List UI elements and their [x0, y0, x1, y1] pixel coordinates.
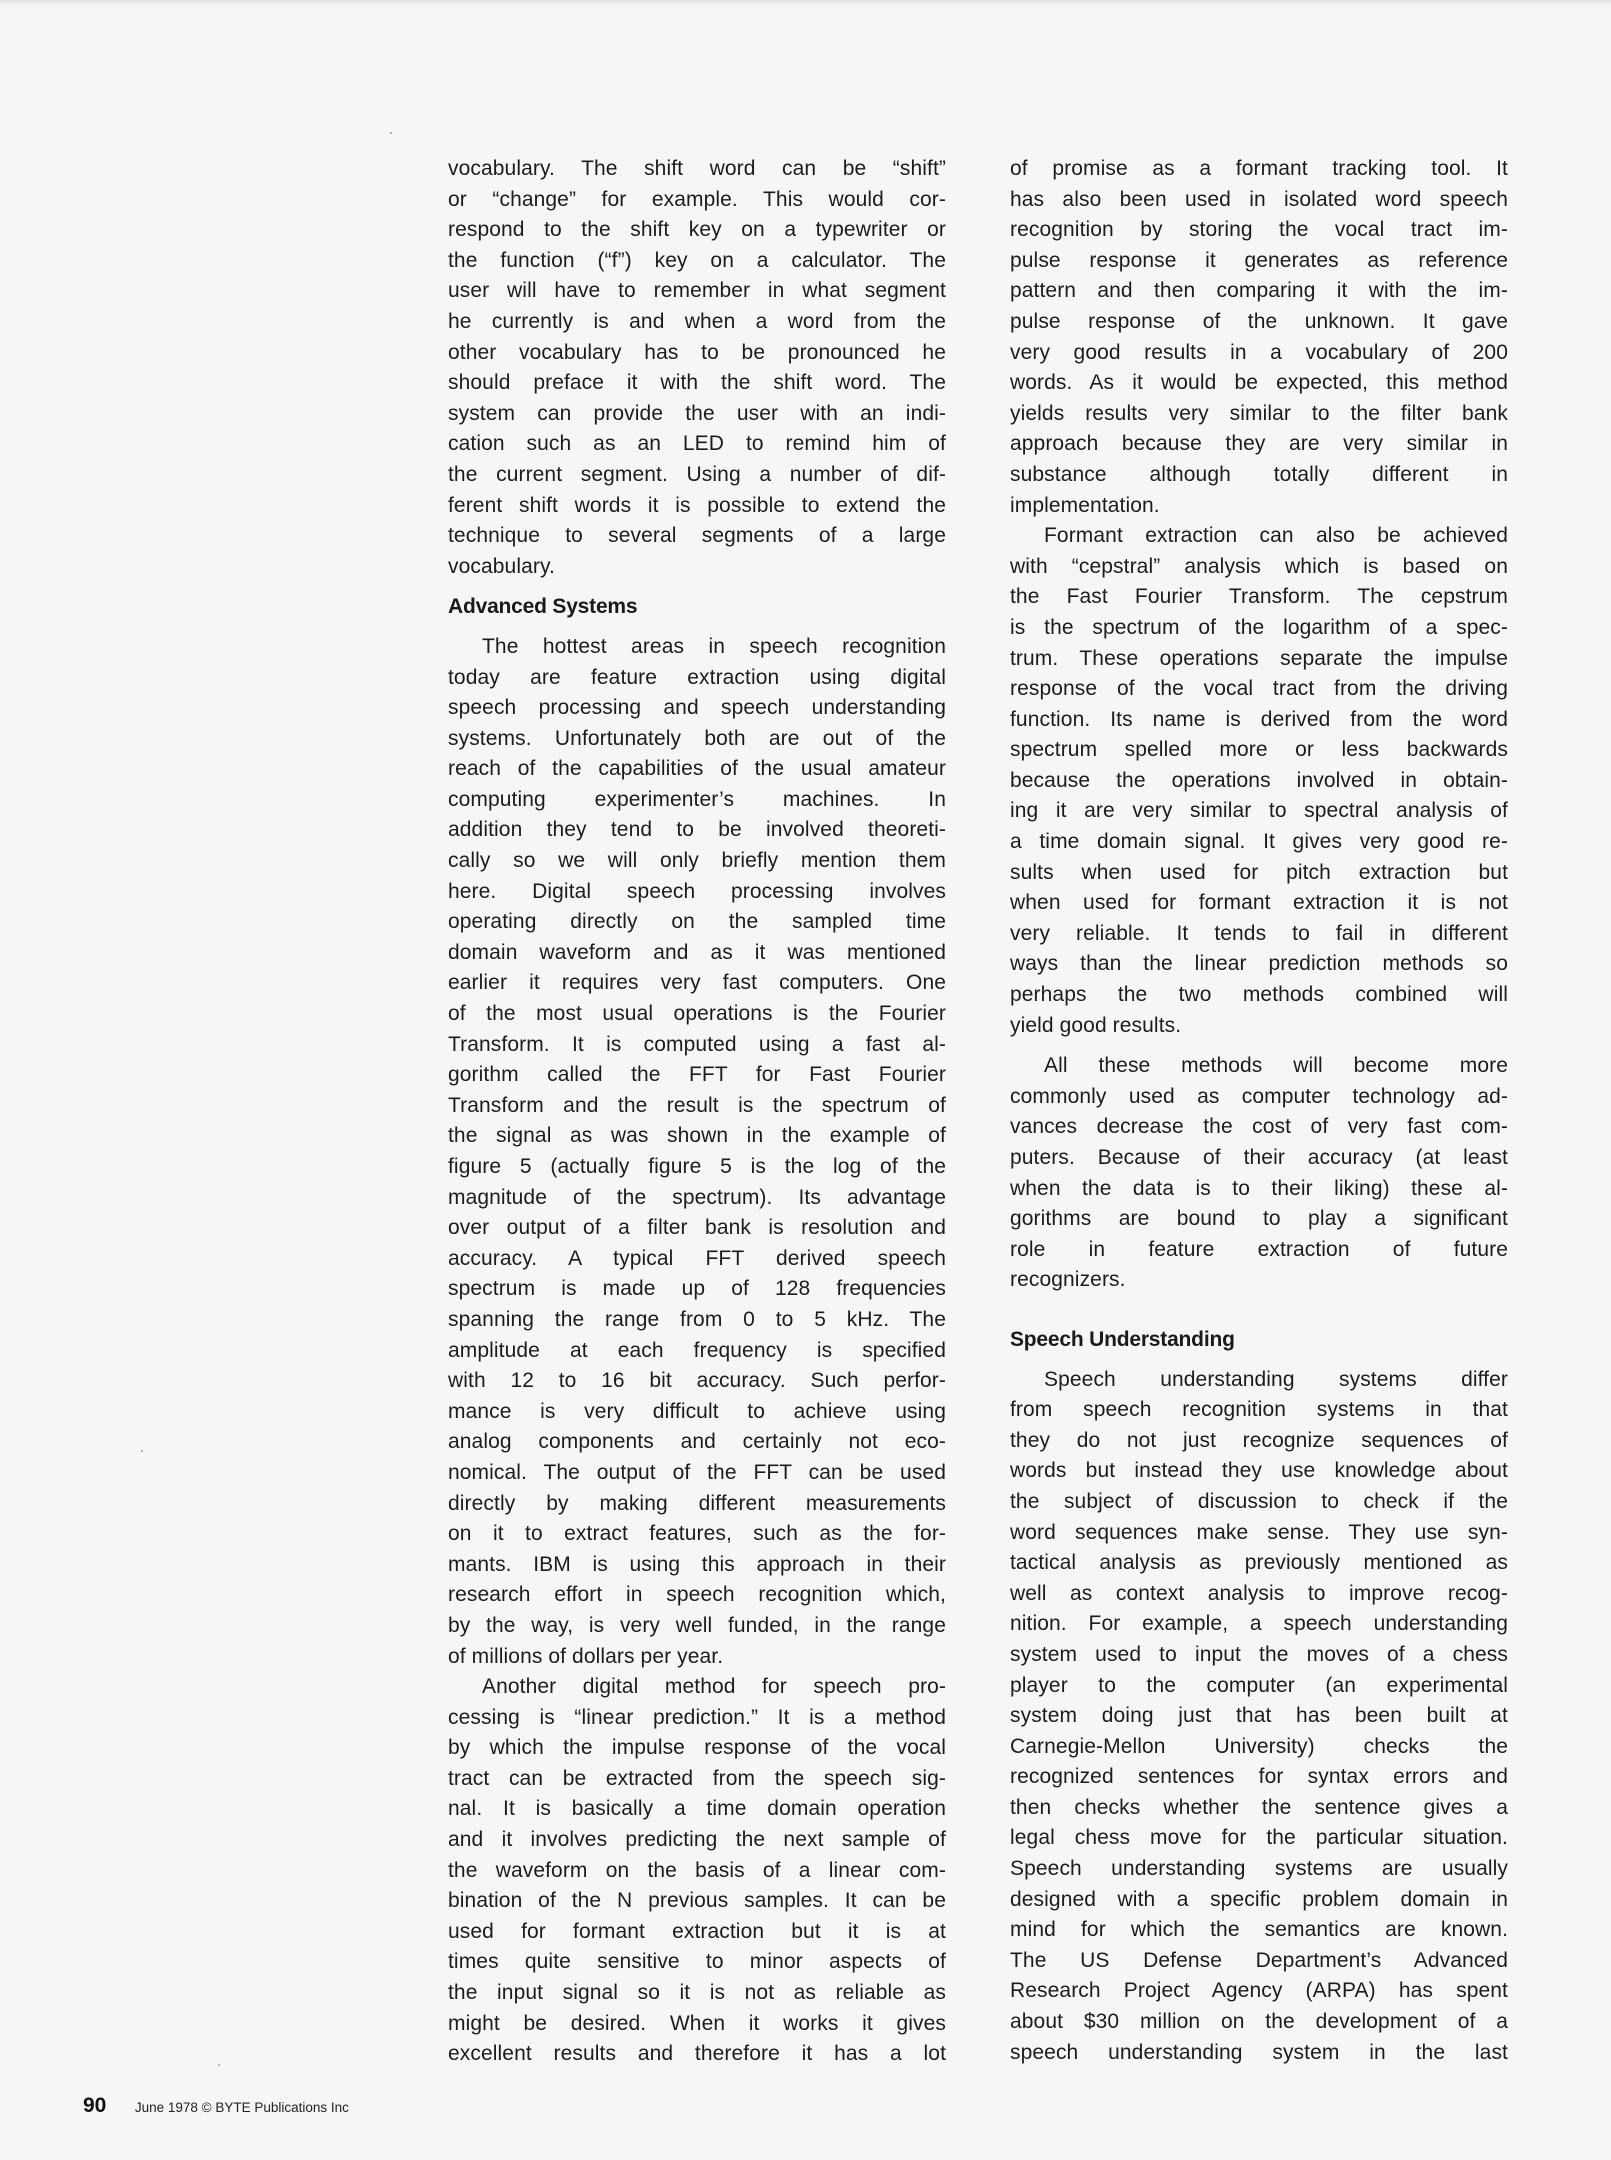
text-line: very good results in a vocabulary of 200 — [1010, 340, 1508, 364]
text-line: from speech recognition systems in that — [1010, 1398, 1508, 1422]
text-line: about $30 million on the development of a — [1010, 2010, 1508, 2034]
text-line: ferent shift words it is possible to extend the — [448, 493, 946, 517]
text-line: mants. IBM is using this approach in their — [448, 1552, 946, 1576]
text-line: used for formant extraction but it is at — [448, 1919, 946, 1943]
text-line: magnitude of the spectrum). Its advantage — [448, 1185, 946, 1209]
text-line: computing experimenter’s machines. In — [448, 787, 946, 811]
text-line: implementation. — [1010, 493, 1160, 517]
text-line: addition they tend to be involved theoreti- — [448, 818, 946, 842]
right-column — [1010, 154, 1508, 2068]
text-line: today are feature extraction using digital — [448, 665, 946, 689]
text-line: cessing is “linear prediction.” It is a method — [448, 1705, 946, 1729]
text-line: nomical. The output of the FFT can be used — [448, 1460, 946, 1484]
paragraph-future-methods — [1010, 1051, 1508, 1296]
text-line: might be desired. When it works it gives — [448, 2011, 946, 2035]
text-line: recognition by storing the vocal tract im- — [1010, 218, 1508, 242]
text-line: recognizers. — [1010, 1268, 1126, 1292]
text-line: with “cepstral” analysis which is based on — [1010, 554, 1508, 578]
text-line: player to the computer (an experimental — [1010, 1673, 1508, 1697]
text-line: the function (“f”) key on a calculator. The — [448, 248, 946, 272]
text-line: Transform. It is computed using a fast al- — [448, 1032, 946, 1056]
text-line: on it to extract features, such as the for- — [448, 1522, 946, 1546]
text-line: here. Digital speech processing involves — [448, 879, 946, 903]
text-line: yield good results. — [1010, 1013, 1182, 1037]
text-line: Formant extraction can also be achieved — [1044, 524, 1508, 548]
text-line: system used to input the moves of a chess — [1010, 1642, 1508, 1666]
text-line: of the most usual operations is the Fourier — [448, 1002, 946, 1026]
text-line: substance although totally different in — [1010, 462, 1508, 486]
text-line: mance is very difficult to achieve using — [448, 1399, 946, 1423]
text-line: Speech understanding systems differ — [1044, 1367, 1508, 1391]
text-line: speech understanding system in the last — [1010, 2040, 1508, 2064]
text-line: has also been used in isolated word speech — [1010, 187, 1508, 211]
text-line: system doing just that has been built at — [1010, 1704, 1508, 1728]
text-line: a time domain signal. It gives very good re- — [1010, 830, 1508, 854]
text-line: the signal as was shown in the example of — [448, 1124, 946, 1148]
text-line: The US Defense Department’s Advanced — [1010, 1948, 1508, 1972]
text-line: excellent results and therefore it has a lot — [448, 2042, 946, 2066]
text-line: research effort in speech recognition which, — [448, 1583, 946, 1607]
text-line: by which the impulse response of the vocal — [448, 1736, 946, 1760]
text-line: tactical analysis as previously mentioned as — [1010, 1551, 1508, 1575]
text-line: function. Its name is derived from the word — [1010, 707, 1508, 731]
text-line: the current segment. Using a number of dif- — [448, 462, 946, 486]
text-line: trum. These operations separate the impulse — [1010, 646, 1508, 670]
text-line: with 12 to 16 bit accuracy. Such perfor- — [448, 1369, 946, 1393]
paragraph-linear-prediction — [448, 1672, 946, 2070]
paragraph-cepstral — [1010, 521, 1508, 1041]
paragraph-shift-word — [448, 154, 946, 582]
text-line: domain waveform and as it was mentioned — [448, 940, 946, 964]
text-line: vocabulary. — [448, 554, 555, 578]
heading-speech-understanding: Speech Understanding — [1010, 1327, 1235, 1351]
text-line: very reliable. It tends to fail in different — [1010, 921, 1508, 945]
text-line: bination of the N previous samples. It can be — [448, 1889, 946, 1913]
text-line: mind for which the semantics are known. — [1010, 1918, 1508, 1942]
text-line: puters. Because of their accuracy (at least — [1010, 1146, 1508, 1169]
text-line: because the operations involved in obtain- — [1010, 768, 1508, 792]
spacer — [1010, 1356, 1508, 1365]
text-line: gorithm called the FFT for Fast Fourier — [448, 1063, 946, 1087]
text-line: response of the vocal tract from the driving — [1010, 677, 1508, 701]
text-line: accuracy. A typical FFT derived speech — [448, 1246, 946, 1270]
text-line: ing it are very similar to spectral analysis of — [1010, 799, 1508, 823]
text-line: speech processing and speech understanding — [448, 696, 946, 720]
page-top-edge — [0, 0, 1611, 6]
text-line: amplitude at each frequency is specified — [448, 1338, 946, 1362]
text-line: words. As it would be expected, this method — [1010, 371, 1508, 395]
text-line: and it involves predicting the next sample of — [448, 1828, 946, 1852]
spacer — [448, 623, 946, 632]
text-line: legal chess move for the particular situation. — [1010, 1826, 1508, 1850]
text-line: perhaps the two methods combined will — [1010, 983, 1508, 1007]
text-line: vocabulary. The shift word can be “shift” — [448, 157, 946, 180]
text-line: nition. For example, a speech understanding — [1010, 1612, 1508, 1636]
heading-advanced-systems: Advanced Systems — [448, 595, 638, 619]
paragraph-formant-tracking — [1010, 154, 1508, 521]
text-line: spectrum spelled more or less backwards — [1010, 738, 1508, 762]
text-line: the waveform on the basis of a linear com- — [448, 1858, 946, 1882]
text-line: Speech understanding systems are usually — [1010, 1857, 1508, 1881]
text-line: when the data is to their liking) these al- — [1010, 1176, 1508, 1200]
text-line: pulse response it generates as reference — [1010, 248, 1508, 272]
text-line: user will have to remember in what segment — [448, 279, 946, 303]
text-line: operating directly on the sampled time — [448, 910, 946, 934]
paragraph-advanced-systems — [448, 632, 946, 1672]
text-line: over output of a filter bank is resolution and — [448, 1216, 946, 1240]
text-line: they do not just recognize sequences of — [1010, 1428, 1508, 1452]
scan-speck — [390, 132, 392, 134]
text-line: pulse response of the unknown. It gave — [1010, 309, 1508, 333]
spacer — [1010, 1296, 1508, 1325]
scan-speck — [141, 1450, 143, 1452]
text-line: he currently is and when a word from the — [448, 309, 946, 333]
text-line: The hottest areas in speech recognition — [482, 634, 946, 658]
spacer — [1010, 1041, 1508, 1051]
text-line: ways than the linear prediction methods so — [1010, 952, 1508, 976]
text-line: Another digital method for speech pro- — [482, 1675, 946, 1699]
text-line: of promise as a formant tracking tool. It — [1010, 157, 1508, 180]
text-line: of millions of dollars per year. — [448, 1644, 724, 1668]
text-line: the subject of discussion to check if the — [1010, 1489, 1508, 1513]
text-line: earlier it requires very fast computers. One — [448, 971, 946, 995]
text-line: systems. Unfortunately both are out of the — [448, 726, 946, 750]
text-line: spectrum is made up of 128 frequencies — [448, 1277, 946, 1301]
text-line: analog components and certainly not eco- — [448, 1430, 946, 1454]
text-line: cation such as an LED to remind him of — [448, 432, 946, 456]
text-line: by the way, is very well funded, in the range — [448, 1613, 946, 1637]
text-line: designed with a specific problem domain in — [1010, 1887, 1508, 1911]
text-line: yields results very similar to the filter bank — [1010, 401, 1508, 425]
scan-speck — [218, 2064, 220, 2066]
text-line: gorithms are bound to play a significant — [1010, 1207, 1508, 1231]
paragraph-speech-understanding — [1010, 1365, 1508, 2069]
text-line: directly by making different measurements — [448, 1491, 946, 1515]
text-line: vances decrease the cost of very fast com- — [1010, 1115, 1508, 1139]
text-line: approach because they are very similar in — [1010, 432, 1508, 456]
left-column — [448, 154, 946, 2070]
text-line: technique to several segments of a large — [448, 524, 946, 548]
text-line: spanning the range from 0 to 5 kHz. The — [448, 1307, 946, 1331]
text-line: role in feature extraction of future — [1010, 1237, 1508, 1261]
text-line: cally so we will only briefly mention them — [448, 849, 946, 873]
text-line: All these methods will become more — [1044, 1054, 1508, 1078]
text-line: reach of the capabilities of the usual amateur — [448, 757, 946, 781]
text-line: Carnegie-Mellon University) checks the — [1010, 1734, 1508, 1758]
page-footer — [83, 2094, 349, 2118]
text-line: respond to the shift key on a typewriter or — [448, 218, 946, 242]
text-line: well as context analysis to improve recog- — [1010, 1581, 1508, 1605]
text-line: or “change” for example. This would cor- — [448, 187, 946, 211]
text-line: the input signal so it is not as reliable as — [448, 1981, 946, 2005]
text-line: other vocabulary has to be pronounced he — [448, 340, 946, 364]
footer-credit: June 1978 © BYTE Publications Inc — [134, 2100, 349, 2115]
text-line: nal. It is basically a time domain operation — [448, 1797, 946, 1821]
text-line: commonly used as computer technology ad- — [1010, 1084, 1508, 1108]
text-line: should preface it with the shift word. The — [448, 371, 946, 395]
text-line: then checks whether the sentence gives a — [1010, 1795, 1508, 1819]
text-line: sults when used for pitch extraction but — [1010, 860, 1508, 884]
text-line: words but instead they use knowledge about — [1010, 1459, 1508, 1483]
text-line: system can provide the user with an indi- — [448, 401, 946, 425]
text-line: Transform and the result is the spectrum of — [448, 1093, 946, 1117]
text-line: Research Project Agency (ARPA) has spent — [1010, 1979, 1508, 2003]
page-number: 90 — [83, 2094, 107, 2117]
text-line: times quite sensitive to minor aspects of — [448, 1950, 946, 1974]
text-line: pattern and then comparing it with the im- — [1010, 279, 1508, 303]
text-line: recognized sentences for syntax errors and — [1010, 1765, 1508, 1789]
text-line: word sequences make sense. They use syn- — [1010, 1520, 1508, 1544]
text-line: is the spectrum of the logarithm of a spec- — [1010, 615, 1508, 639]
text-line: the Fast Fourier Transform. The cepstrum — [1010, 585, 1508, 609]
text-line: tract can be extracted from the speech sig- — [448, 1766, 946, 1790]
text-line: figure 5 (actually figure 5 is the log of the — [448, 1155, 946, 1178]
spacer — [448, 582, 946, 592]
text-line: when used for formant extraction it is not — [1010, 891, 1508, 915]
